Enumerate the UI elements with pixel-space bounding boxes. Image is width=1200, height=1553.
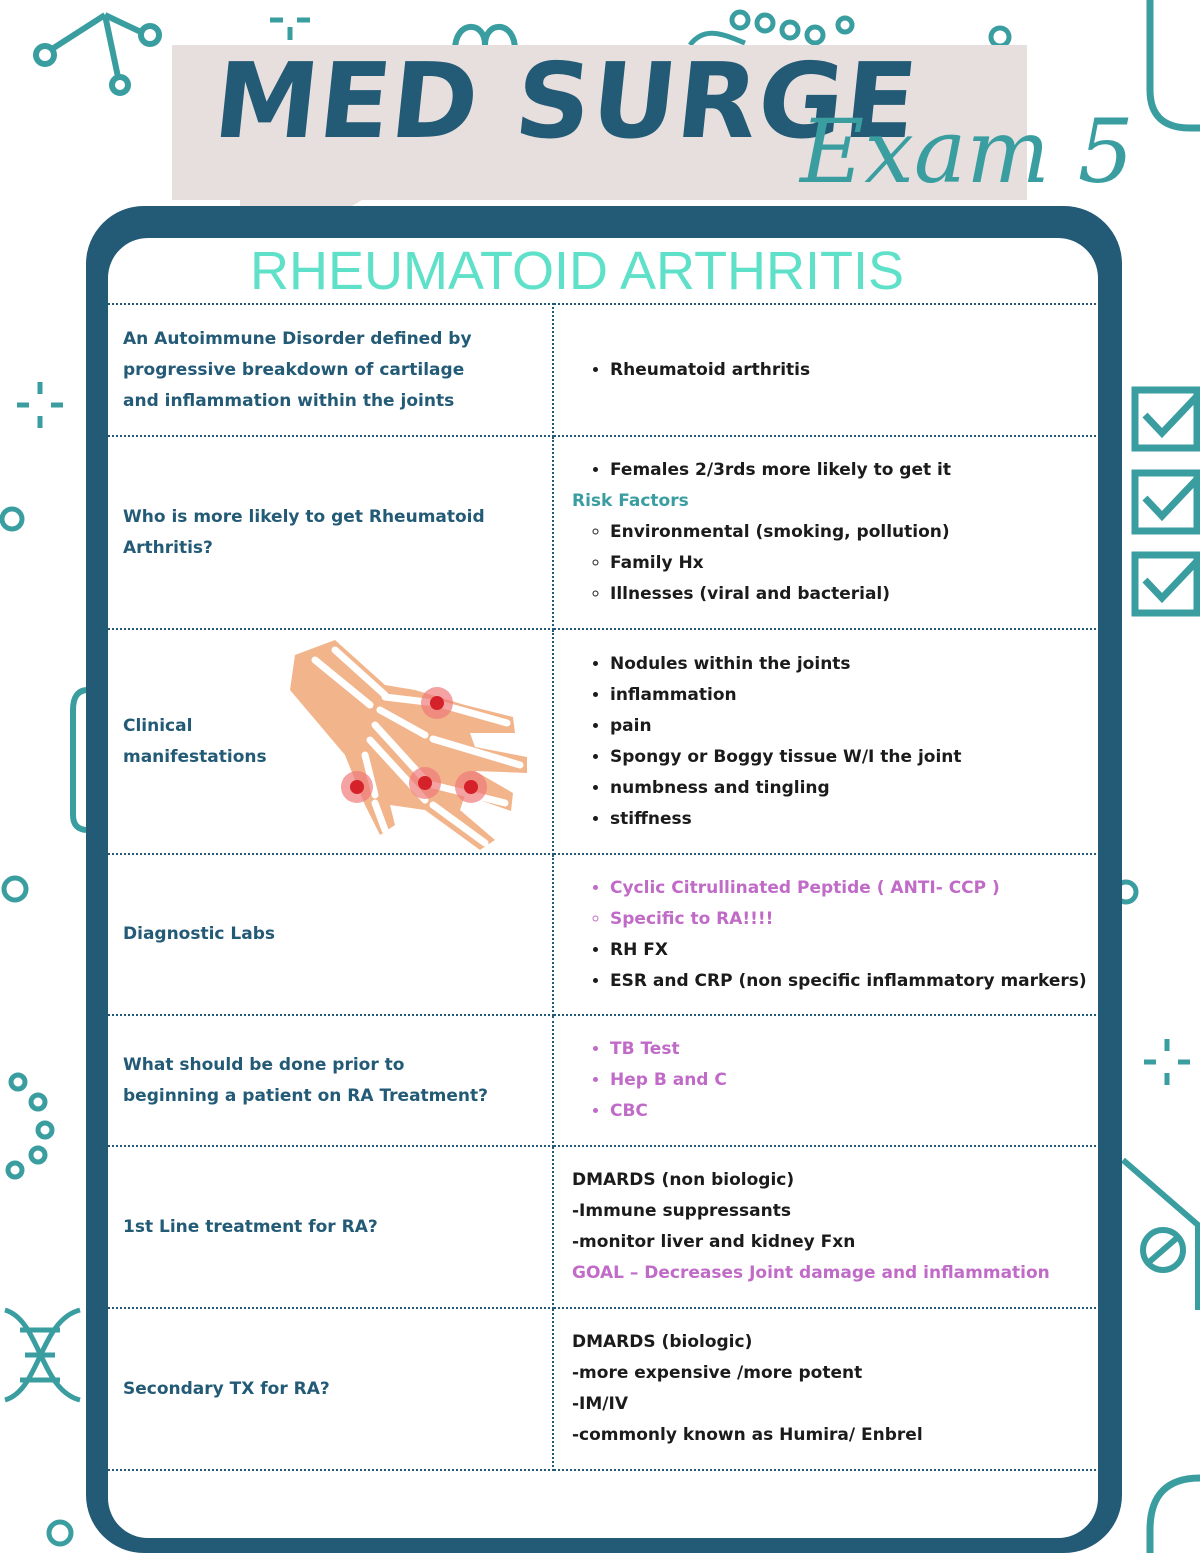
pill-box-icon (1118, 1155, 1200, 1315)
ring-icon (0, 503, 30, 535)
answer-cell (553, 1146, 1100, 1308)
topic-heading: RHEUMATOID ARTHRITIS (250, 241, 905, 301)
page-title: MED SURGE (208, 40, 924, 162)
answer-cell (553, 629, 1100, 854)
corner-outline-icon (1140, 1470, 1200, 1553)
list-item: • Females 2/3rds more likely to get it (610, 455, 1100, 486)
ring-icon (1118, 875, 1148, 910)
question-text: What should be done prior to beginning a patient on RA Treatment? (123, 1054, 489, 1106)
table-row (108, 436, 1100, 629)
ring-icon (40, 1505, 80, 1553)
goal-line: GOAL – Decreases Joint damage and inflammation (572, 1263, 1050, 1283)
question-cell (108, 304, 553, 436)
table-row (108, 1308, 1100, 1470)
list-item: ◦ Family Hx (610, 548, 1100, 579)
sparkle-icon (265, 12, 315, 42)
question-cell (108, 1146, 553, 1308)
notes-table (108, 303, 1100, 1471)
answer-line: DMARDS (biologic) (572, 1332, 753, 1352)
answer-line: -monitor liver and kidney Fxn (572, 1232, 856, 1252)
question-text: Clinical manifestations (123, 715, 267, 767)
sparkle-icon (15, 380, 65, 430)
table-row (108, 1146, 1100, 1308)
question-cell (108, 1308, 553, 1470)
question-text: 1st Line treatment for RA? (123, 1216, 378, 1237)
question-cell (108, 436, 553, 629)
list-item: • CBC (610, 1096, 1100, 1127)
answer-line: DMARDS (non biologic) (572, 1170, 795, 1190)
question-cell (108, 854, 553, 1015)
risk-factors-label: Risk Factors (572, 491, 689, 511)
list-item: • stiffness (610, 804, 1100, 835)
list-item: • TB Test (610, 1034, 1100, 1065)
answer-line: -IM/IV (572, 1394, 628, 1414)
list-item: • RH FX (610, 935, 1100, 966)
list-item: • Hep B and C (610, 1065, 1100, 1096)
sparkle-icon (1142, 1037, 1192, 1087)
cell-chain-icon (0, 1070, 60, 1190)
question-cell (108, 1015, 553, 1146)
table-row (108, 1015, 1100, 1146)
checklist-icon (1130, 385, 1200, 625)
list-item: • Nodules within the joints (610, 649, 1100, 680)
answer-cell (553, 1015, 1100, 1146)
list-item: • ESR and CRP (non specific inflammatory markers) (610, 966, 1100, 997)
list-item: ◦ Specific to RA!!!! (610, 904, 1100, 935)
question-text: An Autoimmune Disorder defined by progressive breakdown of cartilage and inflammation within the joints (123, 328, 472, 411)
list-item: • inflammation (610, 680, 1100, 711)
answer-line: -more expensive /more potent (572, 1363, 863, 1383)
list-item: • Rheumatoid arthritis (610, 355, 1100, 386)
table-row (108, 854, 1100, 1015)
list-item: ◦ Illnesses (viral and bacterial) (610, 579, 1100, 610)
answer-cell (553, 304, 1100, 436)
question-text: Secondary TX for RA? (123, 1378, 330, 1399)
ring-icon (0, 872, 35, 907)
answer-cell (553, 436, 1100, 629)
molecule-icon (25, 5, 165, 100)
answer-line: -Immune suppressants (572, 1201, 791, 1221)
answer-cell (553, 854, 1100, 1015)
list-item: • Spongy or Boggy tissue W/I the joint (610, 742, 1100, 773)
list-item: • pain (610, 711, 1100, 742)
list-item: ◦ Environmental (smoking, pollution) (610, 517, 1100, 548)
table-row (108, 629, 1100, 854)
table-row (108, 304, 1100, 436)
question-text: Who is more likely to get Rheumatoid Arthritis? (123, 506, 485, 558)
answer-cell (553, 1308, 1100, 1470)
dna-icon (0, 1300, 85, 1410)
list-item: • Cyclic Citrullinated Peptide ( ANTI- CCP ) (610, 873, 1100, 904)
question-text: Diagnostic Labs (123, 924, 276, 944)
phone-outline-icon (1140, 0, 1200, 135)
arthritic-hand-illustration (275, 635, 540, 855)
list-item: • numbness and tingling (610, 773, 1100, 804)
exam-label: Exam 5 (800, 100, 1134, 203)
answer-line: -commonly known as Humira/ Enbrel (572, 1425, 923, 1445)
